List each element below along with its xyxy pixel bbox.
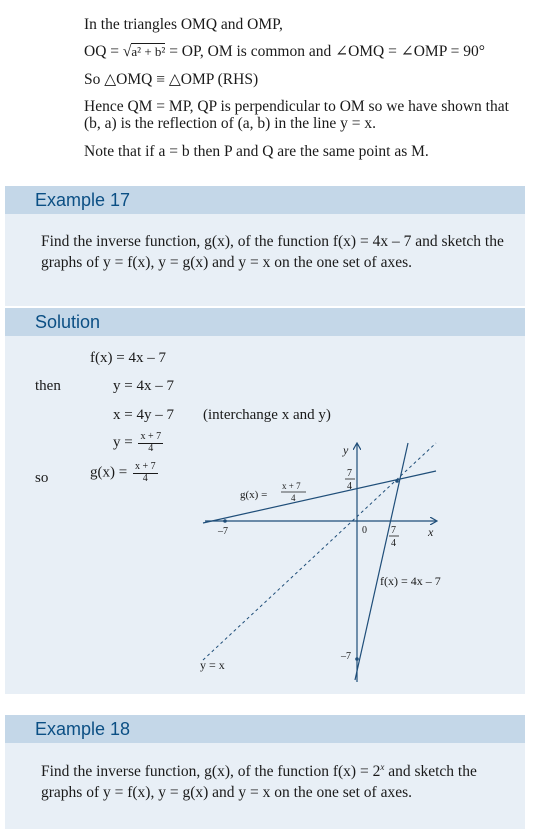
y-axis-label: y — [343, 443, 349, 457]
g-label-den: 4 — [291, 493, 296, 503]
neg7-x-label: –7 — [218, 526, 228, 537]
tick-x-num: 7 — [391, 525, 396, 536]
example-18-title: Example 18 — [35, 719, 131, 739]
so-label: so — [35, 470, 49, 486]
example-18-exponent: x — [380, 762, 385, 772]
intro-line-5: Note that if a = b then P and Q are the same point as M. — [84, 142, 429, 160]
fraction-denominator: 4 — [142, 472, 148, 484]
tick-y-num: 7 — [347, 468, 352, 479]
intro-line-2b: a² + b² — [131, 44, 166, 60]
x-axis-label: x — [428, 525, 434, 539]
example-17-question: Find the inverse function, g(x), of the function f(x) = 4x – 7 and sketch the graphs of y = f(x), y = g(x) and y = x on the one set of axes. — [41, 233, 504, 271]
example-18-question-a: Find the inverse function, g(x), of the function f(x) = 2 — [41, 763, 381, 781]
intro-line-3: So △OMQ ≡ △OMP (RHS) — [84, 70, 259, 88]
g-x-intercept — [223, 519, 227, 523]
solution-title: Solution — [35, 312, 101, 332]
then-label: then — [35, 378, 61, 394]
example-18-question — [41, 761, 511, 804]
solution-line-4-lhs: y = — [113, 434, 137, 451]
fraction-numerator: x + 7 — [140, 431, 162, 442]
fraction-denominator: 4 — [148, 442, 154, 454]
example-18-box — [5, 743, 525, 829]
example-17-title: Example 17 — [35, 190, 131, 210]
intro-line-1: In the triangles OMQ and OMP, — [84, 16, 283, 33]
solution-line-5-lhs: g(x) = — [90, 464, 131, 481]
tick-y-den: 4 — [347, 481, 352, 492]
f-y-intercept — [355, 657, 359, 661]
intro-line-4: Hence QM = MP, QP is perpendicular to OM so we have shown that (b, a) is the reflection of (a, b) in the line y = x. — [84, 98, 509, 133]
fraction-numerator: x + 7 — [134, 461, 156, 472]
sqrt-symbol: √ — [122, 43, 132, 61]
origin-label: 0 — [362, 525, 367, 536]
neg7-y-label: –7 — [341, 651, 351, 662]
example-18-question-b: and sketch the graphs of y = f(x), y = g(x) and y = x on the one set of axes. — [41, 763, 477, 802]
solution-line-2: y = 4x – 7 — [113, 378, 174, 394]
f-label: f(x) = 4x – 7 — [380, 574, 441, 588]
tick-x-den: 4 — [391, 538, 396, 549]
intro-line-2c: = OP, OM is common and ∠OMQ = ∠OMP = 90° — [165, 43, 485, 61]
yx-label: y = x — [200, 658, 225, 672]
line-g — [203, 471, 436, 523]
g-label-num: x + 7 — [282, 481, 301, 491]
intro-line-2a: OQ = — [84, 43, 123, 61]
intersection-point — [395, 479, 399, 483]
example-18-header — [5, 715, 525, 743]
g-label: g(x) = — [240, 489, 268, 501]
solution-line-1: f(x) = 4x – 7 — [90, 350, 166, 366]
solution-line-3-note: (interchange x and y) — [203, 407, 331, 423]
solution-line-3: x = 4y – 7 — [113, 407, 174, 423]
